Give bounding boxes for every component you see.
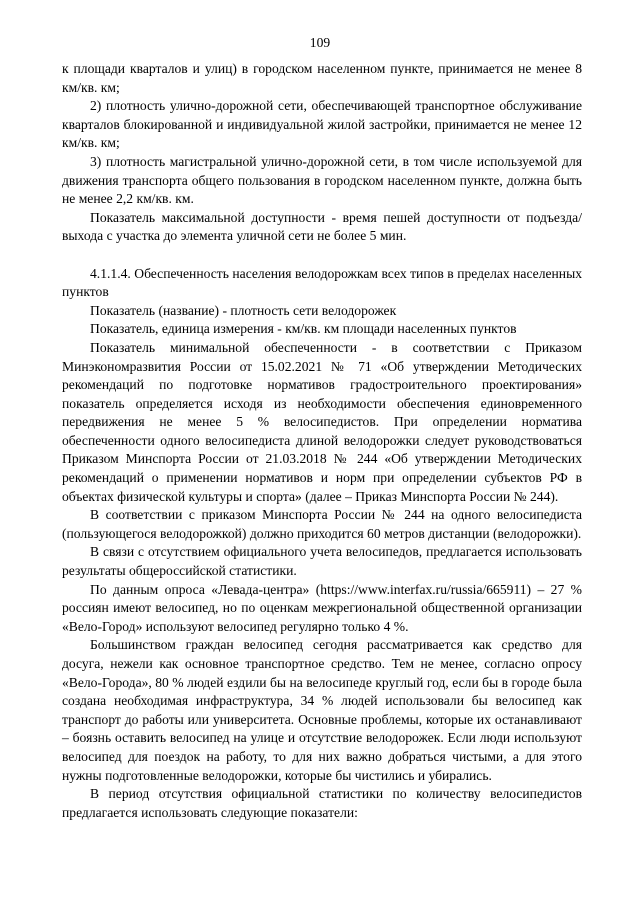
paragraph-indicator-name: Показатель (название) - плотность сети велодорожек — [90, 302, 397, 318]
paragraph-street-density-blocked: 2) плотность улично-дорожной сети, обеспечивающей транспортное обслуживание кварталов блокированной и индивидуальной жилой застройки, принимается не менее 12 км/кв. км; — [62, 98, 582, 151]
paragraph-indicator-unit: Показатель, единица измерения - км/кв. км площади населенных пунктов — [90, 321, 517, 337]
paragraph-no-official-count: В связи с отсутствием официального учета велосипедов, предлагается использовать результаты общероссийской статистики. — [62, 544, 582, 579]
document-body — [62, 60, 582, 822]
paragraph-max-accessibility: Показатель максимальной доступности - время пешей доступности от подъезда/выхода с участка до элемента уличной сети не более 5 мин. — [62, 209, 582, 244]
page-number: 109 — [309, 35, 331, 50]
section-heading-bike-lanes: 4.1.1.4. Обеспеченность населения велодорожкам всех типов в пределах населенных пунктов — [62, 265, 582, 300]
paragraph-proposed-indicators: В период отсутствия официальной статистики по количеству велосипедистов предлагается использовать следующие показатели: — [62, 786, 582, 820]
paragraph-street-density-continued: к площади кварталов и улиц) в городском населенном пункте, принимается не менее 8 км/кв. км; — [62, 61, 582, 95]
paragraph-main-street-density: 3) плотность магистральной улично-дорожной сети, в том числе используемой для движения транспорта общего пользования в городском населенном пункте, должна быть не менее 2,2 км/кв. км. — [62, 153, 582, 207]
paragraph-order-244: В соответствии с приказом Минспорта России № 244 на одного велосипедиста (пользующегося велодорожкой) должно приходится 60 метров дистанции (велодорожки). — [62, 507, 582, 541]
paragraph-levada-survey: По данным опроса «Левада-центра» (https://www.interfax.ru/russia/665911) – 27 % россиян имеют велосипед, но по оценкам межрегиональной общественной организации «Вело-Город» используют велосипед регулярно только 4 %. — [62, 581, 582, 634]
paragraph-velo-gorod-survey: Большинством граждан велосипед сегодня рассматривается как средство для досуга, нежели как основное транспортное средство. Тем не менее, согласно опросу «Вело-Города», 80 % людей ездили бы на велосипеде круглый год, если бы в городе была создана необходимая инфраструктура, 34 % людей использовали бы велосипед как транспорт до работы или университета. Основные проблемы, которые их останавливают – боязнь оставить велосипед на улице и отсутствие велодорожек. Если люди используют велосипед для поездок на работу, то для них важно добраться чистыми, а для этого нужны подготовленные велодорожки, которые бы чистились и убирались. — [62, 637, 582, 783]
paragraph-min-provision: Показатель минимальной обеспеченности - в соответствии с Приказом Минэкономразвития России от 15.02.2021 № 71 «Об утверждении Методических рекомендаций по подготовке нормативов градостроительного проектирования» показатель определяется исходя из необходимости обеспечения единовременного передвижения не менее 5 % велосипедистов. При определении норматива обеспеченности одного велосипедиста длиной велодорожки следует руководствоваться Приказом Минспорта России от 21.03.2018 № 244 «Об утверждении Методических рекомендаций о применении нормативов и норм при определении субъектов РФ в объектах физической культуры и спорта» (далее – Приказ Минспорта России № 244). — [62, 339, 582, 504]
